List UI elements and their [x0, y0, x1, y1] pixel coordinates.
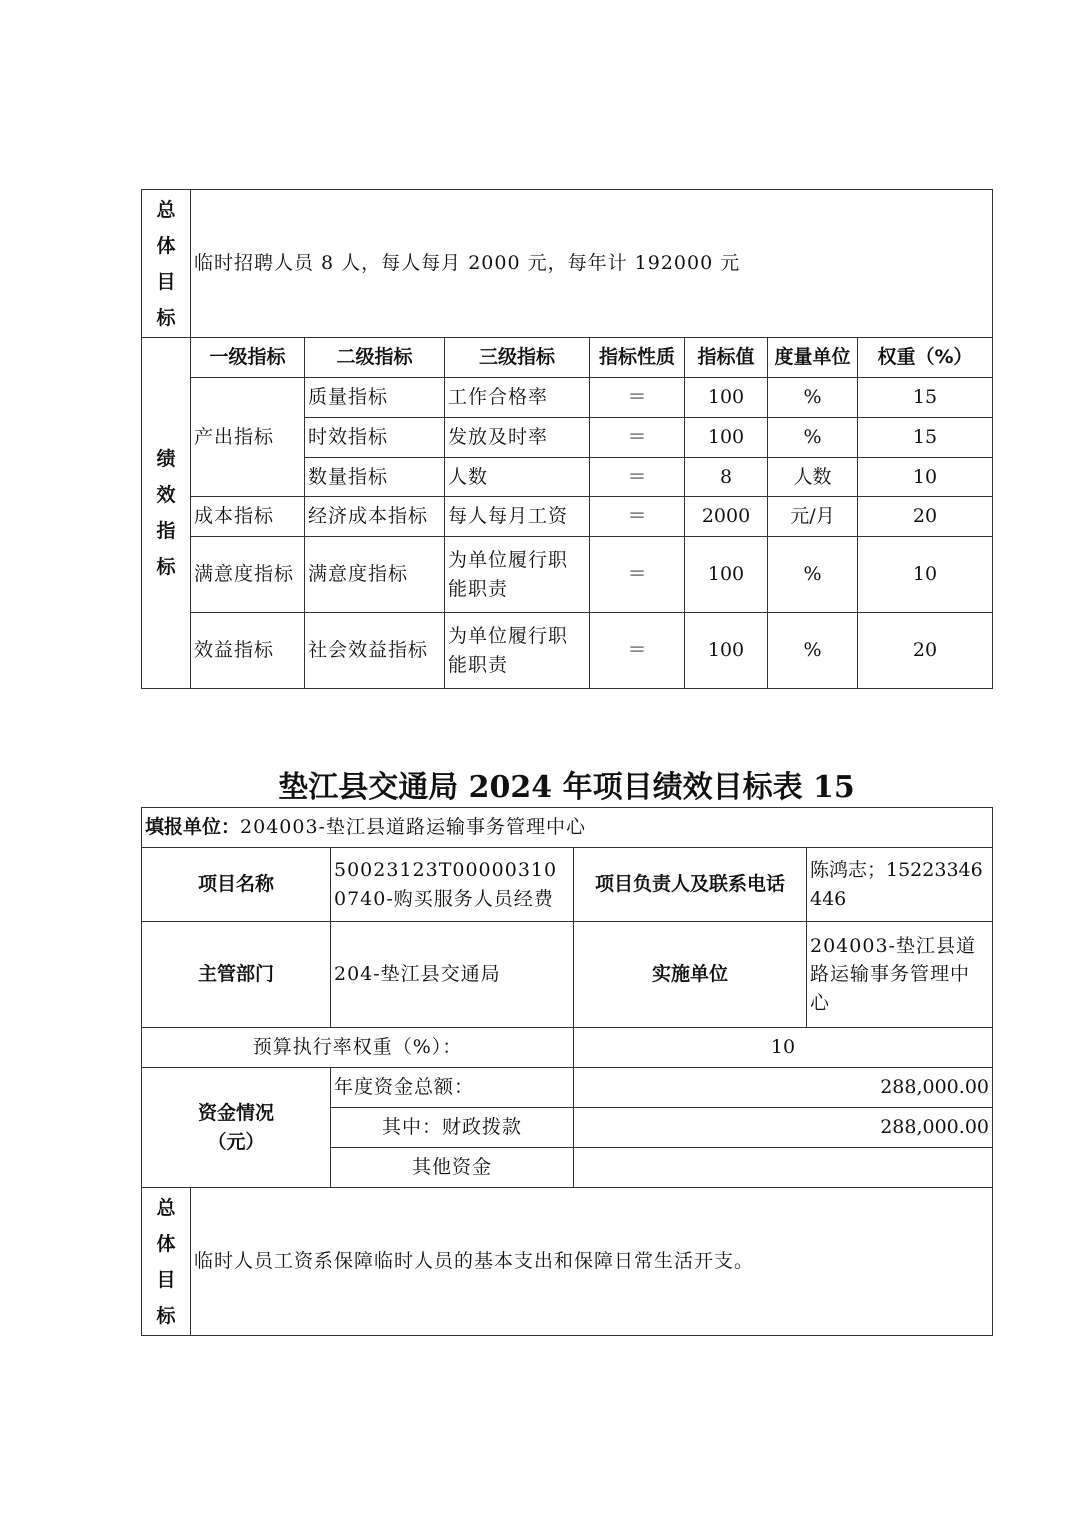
project-name-value: 50023123T000003100740-购买服务人员经费: [331, 848, 574, 922]
value-cell: 2000: [685, 497, 768, 537]
level1-cell: 产出指标: [191, 378, 305, 497]
weight-cell: 15: [858, 378, 993, 418]
level3-cell: 发放及时率: [445, 418, 590, 458]
header-level1: 一级指标: [191, 338, 305, 378]
header-level3: 三级指标: [445, 338, 590, 378]
table-row: [142, 378, 993, 418]
level1-cell: 满意度指标: [191, 537, 305, 613]
header-weight: 权重（%）: [858, 338, 993, 378]
unit-cell: 人数: [768, 458, 858, 497]
level2-cell: 满意度指标: [305, 537, 445, 613]
level1-cell: 成本指标: [191, 497, 305, 537]
overall-goal-label: 总 体 目 标: [142, 190, 191, 338]
weight-cell: 20: [858, 497, 993, 537]
unit-cell: %: [768, 418, 858, 458]
value-cell: 100: [685, 418, 768, 458]
unit-cell: %: [768, 537, 858, 613]
performance-indicator-table: [141, 189, 993, 689]
header-value: 指标值: [685, 338, 768, 378]
level3-cell: 人数: [445, 458, 590, 497]
level2-cell: 时效指标: [305, 418, 445, 458]
level2-cell: 数量指标: [305, 458, 445, 497]
page-title: 垫江县交通局 2024 年项目绩效目标表 15: [278, 770, 855, 805]
value-cell: 8: [685, 458, 768, 497]
annual-total-label: 年度资金总额：: [331, 1068, 574, 1108]
budget-weight-label: 预算执行率权重（%）：: [142, 1028, 574, 1068]
nature-cell: ＝: [590, 537, 685, 613]
overall-goal-label: 总 体 目 标: [142, 1188, 191, 1336]
dept-label: 主管部门: [142, 922, 331, 1028]
unit-cell: %: [768, 378, 858, 418]
fiscal-value: 288,000.00: [574, 1108, 993, 1148]
contact-value: 陈鸿志；15223346446: [807, 848, 993, 922]
value-cell: 100: [685, 613, 768, 689]
value-cell: 100: [685, 537, 768, 613]
header-level2: 二级指标: [305, 338, 445, 378]
value-cell: 100: [685, 378, 768, 418]
level2-cell: 经济成本指标: [305, 497, 445, 537]
filing-unit-label: 填报单位：: [145, 816, 241, 839]
level2-cell: 质量指标: [305, 378, 445, 418]
other-funds-label: 其他资金: [331, 1148, 574, 1188]
other-funds-value: [574, 1148, 993, 1188]
header-unit: 度量单位: [768, 338, 858, 378]
level3-cell: 每人每月工资: [445, 497, 590, 537]
level3-cell: 工作合格率: [445, 378, 590, 418]
overall-goal-text: 临时招聘人员 8 人，每人每月 2000 元，每年计 192000 元: [191, 190, 993, 338]
nature-cell: ＝: [590, 418, 685, 458]
weight-cell: 20: [858, 613, 993, 689]
nature-cell: ＝: [590, 613, 685, 689]
level2-cell: 社会效益指标: [305, 613, 445, 689]
weight-cell: 10: [858, 537, 993, 613]
weight-cell: 10: [858, 458, 993, 497]
filing-unit-row: [142, 808, 993, 848]
fiscal-label: 其中：财政拨款: [331, 1108, 574, 1148]
contact-label: 项目负责人及联系电话: [574, 848, 807, 922]
impl-value: 204003-垫江县道路运输事务管理中心: [807, 922, 993, 1028]
overall-goal-text: 临时人员工资系保障临时人员的基本支出和保障日常生活开支。: [191, 1188, 993, 1336]
unit-cell: %: [768, 613, 858, 689]
unit-cell: 元/月: [768, 497, 858, 537]
level3-cell: 为单位履行职能职责: [445, 537, 590, 613]
filing-unit-value: 204003-垫江县道路运输事务管理中心: [240, 816, 586, 839]
annual-total-value: 288,000.00: [574, 1068, 993, 1108]
impl-label: 实施单位: [574, 922, 807, 1028]
dept-value: 204-垫江县交通局: [331, 922, 574, 1028]
nature-cell: ＝: [590, 378, 685, 418]
indicator-label: 绩 效 指 标: [142, 338, 191, 689]
table-row: [142, 537, 993, 613]
level3-cell: 为单位履行职能职责: [445, 613, 590, 689]
weight-cell: 15: [858, 418, 993, 458]
nature-cell: ＝: [590, 497, 685, 537]
table-row: [142, 613, 993, 689]
table-row: [142, 497, 993, 537]
funds-label: 资金情况 （元）: [142, 1068, 331, 1188]
project-name-label: 项目名称: [142, 848, 331, 922]
header-nature: 指标性质: [590, 338, 685, 378]
level1-cell: 效益指标: [191, 613, 305, 689]
project-info-table: [141, 807, 993, 1336]
nature-cell: ＝: [590, 458, 685, 497]
budget-weight-value: 10: [574, 1028, 993, 1068]
